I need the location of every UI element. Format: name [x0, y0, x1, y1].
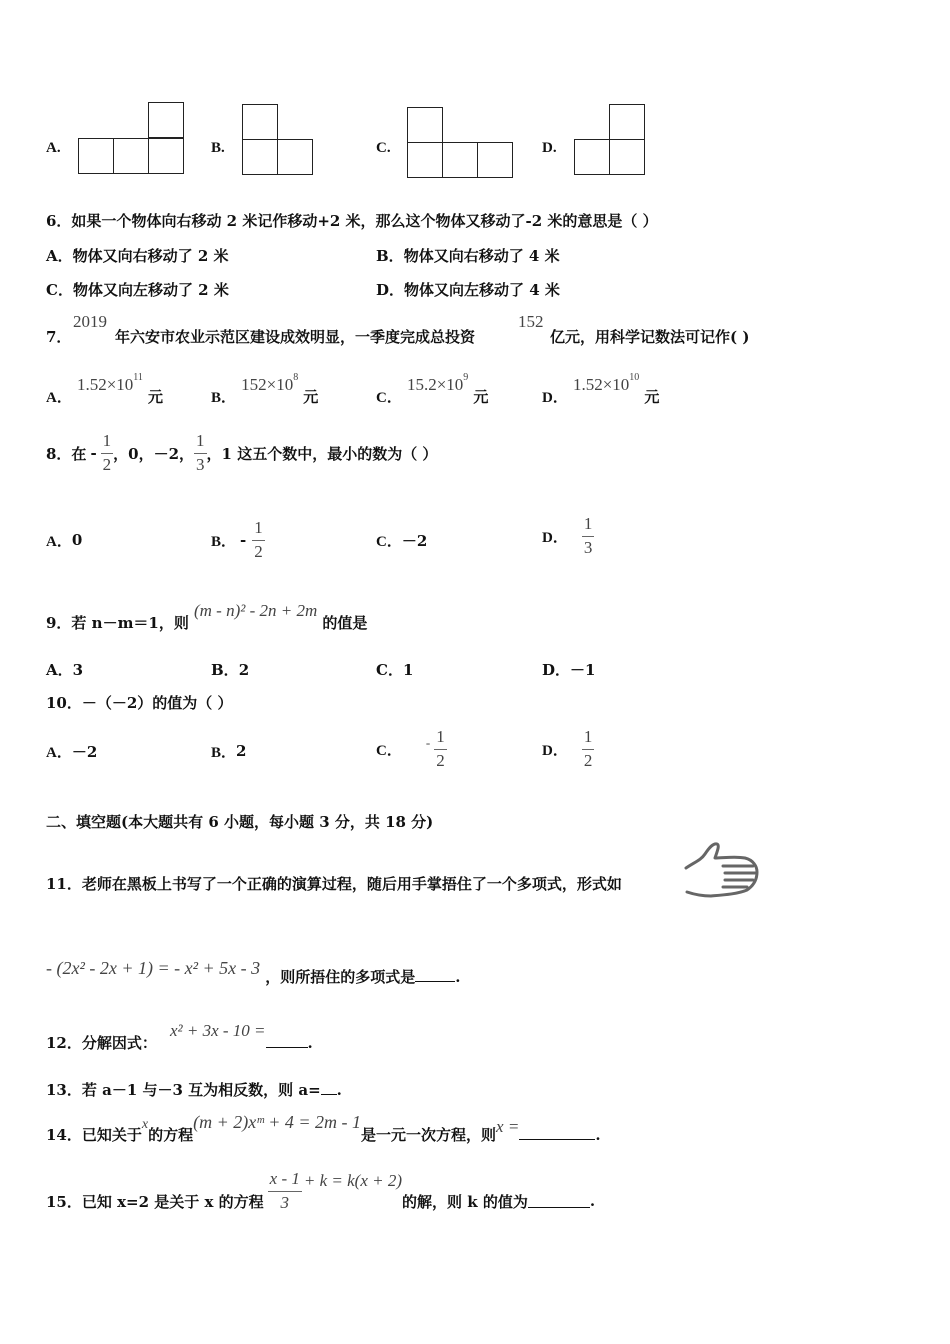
q7-option-c[interactable]: C． $15.2\times 10^9$ 元 [376, 371, 489, 406]
q8-neg-sign: - [90, 444, 97, 463]
q15-answer-blank[interactable] [528, 1207, 590, 1208]
option-text: 物体又向左移动了 4 米 [404, 281, 560, 299]
q8-number: 8．在 [46, 444, 87, 463]
q14-expression: (m + 2)xᵐ + 4 = 2m - 1 [193, 1112, 362, 1132]
option-text: 2 [238, 661, 250, 679]
q14-stem-part3: 是一元一次方程，则 [361, 1126, 497, 1144]
q11-stem: 11．老师在黑板上书写了一个正确的演算过程，随后用手掌捂住了一个多项式，形式如 [46, 875, 622, 893]
option-label: C． [376, 661, 403, 679]
option-fraction: $\frac{1}{2}$ [254, 517, 263, 561]
q14-stem-part2: 的方程 [148, 1126, 194, 1144]
q12-expression: x² + 3x - 10 = [169, 1021, 266, 1040]
q10-option-b[interactable] [211, 729, 246, 773]
option-label: A． [46, 533, 72, 550]
q12-stem: 12．分解因式： [46, 1034, 157, 1052]
q8-stem [46, 432, 437, 474]
q15-stem-part1: 15．已知 x=2 是关于 x 的方程 [46, 1192, 264, 1211]
q9-option-a[interactable] [46, 659, 83, 680]
option-unit: 元 [303, 388, 319, 406]
option-exponent: 11 [133, 371, 143, 383]
q11-expression: - (2x² - 2x + 1) = - x² + 5x - 3 [46, 958, 261, 978]
option-neg-sign: - [425, 735, 431, 750]
q5-option-d-label[interactable]: D. [542, 140, 557, 156]
option-mantissa: 15.2 [406, 375, 437, 394]
option-mantissa: 1.52 [76, 375, 107, 394]
q7-amount: 152 [518, 312, 544, 331]
q6-option-a[interactable] [46, 245, 229, 266]
q8-option-b[interactable] [211, 518, 265, 562]
option-text: －2 [401, 531, 428, 550]
q8-option-a[interactable] [46, 518, 82, 562]
option-label: D． [542, 529, 568, 546]
option-text: 物体又向右移动了 4 米 [403, 247, 560, 265]
q10-stem: 10．－（－2）的值为（ ） [46, 694, 233, 712]
option-fraction: $\frac{1}{2}$ [436, 726, 445, 770]
option-label: C． [46, 281, 73, 299]
q9-option-d[interactable] [542, 659, 595, 680]
q14-answer-blank[interactable] [519, 1139, 595, 1140]
option-label: A． [46, 661, 73, 679]
option-text: 1 [402, 661, 414, 679]
q8-stem-tail: ，1 这五个数中，最小的数为（ ） [206, 444, 438, 463]
q7-number: 7． [46, 328, 72, 346]
q13-stem: 13．若 a－1 与－3 互为相反数，则 a= [46, 1081, 321, 1099]
q8-option-c[interactable] [376, 518, 427, 562]
option-neg-sign: - [240, 531, 247, 549]
q8-option-d[interactable] [542, 514, 594, 558]
option-unit: 元 [148, 388, 164, 406]
option-exponent: 8 [293, 371, 299, 383]
q7-option-d[interactable]: D． $1.52\times 10^{10}$ 元 [542, 371, 660, 406]
section-title-fill-in: 二、填空题(本大题共有 6 小题，每小题 3 分，共 18 分) [46, 813, 434, 831]
option-unit: 元 [473, 388, 489, 406]
q7-option-b[interactable]: B． $152\times 10^8$ 元 [211, 371, 319, 406]
option-label: B． [211, 744, 237, 761]
option-label: C． [376, 742, 402, 759]
q7-option-a[interactable]: A． $1.52\times 10^{11}$ 元 [46, 371, 164, 406]
option-fraction: $\frac{1}{3}$ [583, 513, 593, 557]
q8-fraction-half: $\frac{1}{2}$ [102, 431, 112, 474]
option-label: D． [542, 742, 568, 759]
q14-stem-part1: 14．已知关于 [46, 1126, 142, 1144]
option-label: D． [376, 281, 405, 299]
q9-option-c[interactable] [376, 659, 413, 680]
q12-line [46, 1020, 313, 1052]
q14-answer-prefix: x = [496, 1117, 520, 1136]
option-label: A． [46, 390, 72, 406]
option-mantissa: 1.52 [572, 375, 603, 394]
q6-option-d[interactable] [376, 279, 560, 300]
option-label: B． [211, 390, 237, 406]
option-text: －2 [71, 742, 98, 761]
q11-stem-tail: ，则所捂住的多项式是 [265, 968, 416, 986]
q14-variable: x [141, 1117, 149, 1132]
q13-answer-blank[interactable] [321, 1094, 337, 1095]
option-text: 物体又向右移动了 2 米 [72, 247, 229, 265]
q12-answer-blank[interactable] [266, 1047, 308, 1048]
q14-end-period: . [595, 1126, 601, 1144]
option-exponent: 10 [629, 371, 640, 383]
q8-stem-mid: ，0，－2， [113, 444, 195, 463]
q5-option-c-label[interactable]: C. [376, 140, 391, 156]
q9-stem [46, 600, 368, 632]
q8-fraction-third: $\frac{1}{3}$ [196, 431, 205, 474]
q14-line [46, 1112, 601, 1144]
q5-option-b-label[interactable]: B. [211, 140, 225, 156]
q12-end-period: . [307, 1034, 313, 1052]
q15-expression-rest: + k = k(x + 2) [303, 1171, 402, 1191]
option-text: 3 [72, 661, 84, 679]
q10-option-a[interactable] [46, 729, 97, 773]
q9-stem-part2: 的值是 [322, 614, 368, 632]
option-label: D． [542, 390, 568, 406]
q13-line [46, 1079, 342, 1100]
option-label: B． [376, 247, 404, 265]
q15-stem-part2: 的解，则 k 的值为 [402, 1192, 528, 1211]
option-label: D． [542, 661, 571, 679]
option-label: B． [211, 661, 239, 679]
q5-option-a-label[interactable]: A. [46, 140, 61, 156]
option-label: C． [376, 533, 402, 550]
option-label: A． [46, 744, 72, 761]
q9-stem-part1: 9．若 n－m＝1，则 [46, 614, 189, 632]
q6-stem: 6．如果一个物体向右移动 2 米记作移动+2 米，那么这个物体又移动了-2 米的意思是（ ） [46, 212, 658, 230]
q7-stem-part2: 亿元，用科学记数法可记作( ) [550, 328, 750, 346]
option-label: A． [46, 247, 73, 265]
q11-answer-blank[interactable] [415, 981, 455, 982]
q10-option-c[interactable] [376, 727, 447, 771]
q15-line [46, 1170, 595, 1212]
option-label: C． [376, 390, 402, 406]
q10-option-d[interactable] [542, 727, 594, 771]
covering-hand-icon [683, 840, 759, 902]
q9-option-b[interactable] [211, 659, 249, 680]
q9-expression: (m - n)² - 2n + 2m [193, 601, 318, 620]
q6-option-b[interactable] [376, 245, 560, 266]
q7-stem-part1: 年六安市农业示范区建设成效明显，一季度完成总投资 [115, 328, 476, 346]
q13-end-period: . [336, 1081, 342, 1099]
q7-year: 2019 [73, 312, 107, 331]
q11-end-period: . [455, 968, 461, 986]
q6-option-c[interactable] [46, 279, 229, 300]
option-fraction: $\frac{1}{2}$ [583, 726, 593, 770]
q15-fraction: $\frac{x - 1}{3}$ [269, 1169, 300, 1212]
option-unit: 元 [644, 388, 660, 406]
option-text: 2 [236, 742, 247, 760]
q15-end-period: . [589, 1192, 596, 1211]
option-text: 0 [71, 531, 83, 549]
option-text: －1 [570, 661, 596, 679]
option-label: B． [211, 533, 237, 550]
option-text: 物体又向左移动了 2 米 [72, 281, 229, 299]
option-mantissa: 152 [241, 375, 267, 394]
q11-equation-line [46, 958, 461, 986]
option-exponent: 9 [463, 371, 469, 383]
